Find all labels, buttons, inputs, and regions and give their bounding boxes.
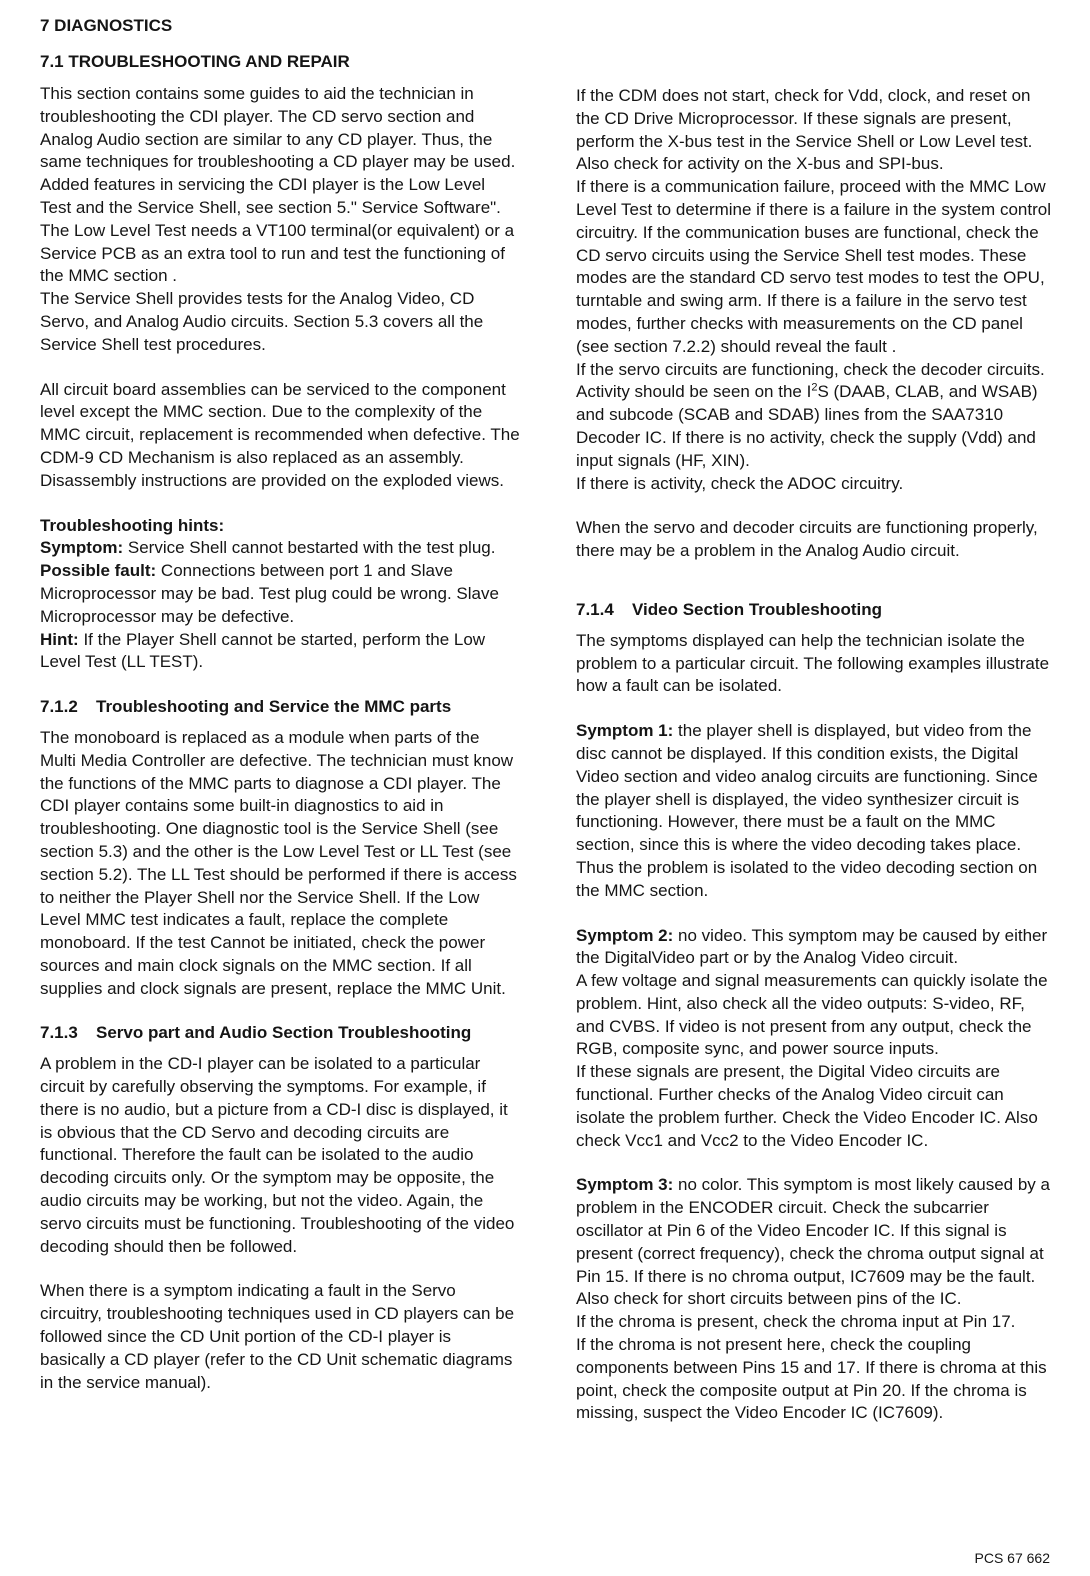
hint-symptom-label: Symptom:	[40, 538, 124, 558]
page-code: PCS 67 662	[974, 1550, 1050, 1566]
cdm-paragraph: If the CDM does not start, check for Vdd, clock, and reset on the CD Drive Microprocessor. If these signals are present, perform the X-bus test in the Service Shell or Low Level test. Also check for activity on the X-bus and SPI-bus.	[576, 86, 1033, 174]
symptom-2-paragraph	[576, 925, 1056, 971]
hint-symptom-text: Service Shell cannot bestarted with the test plug.	[127, 538, 496, 558]
subsection-title-713: Servo part and Audio Section Troubleshooting	[96, 1023, 472, 1043]
chapter-heading: 7 DIAGNOSTICS	[40, 16, 173, 35]
symptom-2-text: no video. This symptom may be caused by either the DigitalVideo part or by the Analog Video circuit.	[576, 925, 1048, 968]
symptom-3-paragraph	[576, 1174, 1056, 1311]
subsection-title-712: Troubleshooting and Service the MMC parts	[96, 697, 452, 717]
hint-hint-text: If the Player Shell cannot be started, perform the Low Level Test (LL TEST).	[40, 629, 486, 672]
symptom-2-measurements: A few voltage and signal measurements can quickly isolate the problem. Hint, also check all the video outputs: S-video, RF, and CVBS. If video is not present from any output, check the RGB, composite sync, and power source inputs.	[576, 971, 1048, 1059]
subsection-heading-712	[40, 696, 520, 719]
symptom-1-label: Symptom 1:	[576, 721, 674, 741]
communication-paragraph: If there is a communication failure, proceed with the MMC Low Level Test to determine if there is a failure in the system control circuitry. If the communication buses are functional, check the CD servo circuits using the Service Shell test modes. These modes are the standard CD servo test modes to test the OPU, turntable and swing arm. If there is a failure in the servo test modes, further checks with measurements on the CD panel (see section 7.2.2) should reveal the fault .	[576, 177, 1051, 356]
hint-fault-label: Possible fault:	[40, 561, 157, 581]
right-column	[576, 85, 1056, 1425]
mmc-paragraph: The monoboard is replaced as a module when parts of the Multi Media Controller are defective. The technician must know the functions of the MMC parts to diagnose a CDI player. The CDI player contains some built-in diagnostics to aid in troubleshooting. One diagnostic tool is the Service Shell (see section 5.3) and the other is the Low Level Test or LL Test (see section 5.2). The LL Test should be performed if there is access to neither the Player Shell nor the Service Shell. If the Low Level MMC test indicates a fault, replace the complete monoboard. If the test Cannot be initiated, check the power sources and main clock signals on the MMC section. If all supplies and clock signals are present, replace the MMC Unit.	[40, 727, 517, 998]
left-column	[40, 83, 520, 1394]
decoder-paragraph	[576, 359, 1056, 473]
hint-hint	[40, 629, 520, 675]
symptom-1-paragraph	[576, 720, 1056, 902]
subsection-title-714: Video Section Troubleshooting	[632, 599, 882, 619]
hint-hint-label: Hint:	[40, 629, 79, 649]
decoder-superscript: 2	[811, 381, 818, 394]
adoc-paragraph: If there is activity, check the ADOC circuitry.	[576, 473, 904, 493]
hint-symptom	[40, 537, 520, 560]
video-intro-paragraph: The symptoms displayed can help the technician isolate the problem to a particular circuit. The following examples illustrate how a fault can be isolated.	[576, 630, 1050, 696]
symptom-3-chroma-missing: If the chroma is not present here, check the coupling components between Pins 15 and 17. If there is chroma at this point, check the composite output at Pin 20. If the chroma is missing, suspect the Video Encoder IC (IC7609).	[576, 1335, 1047, 1423]
decoder-text-a: If the servo circuits are functioning, check the decoder circuits. Activity should be seen on the I	[576, 359, 1045, 402]
hints-title: Troubleshooting hints:	[40, 515, 225, 535]
symptom-3-text: no color. This symptom is most likely caused by a problem in the ENCODER circuit. Check the subcarrier oscillator at Pin 6 of the Video Encoder IC. If this signal is present (correct frequency), check the chroma output signal at Pin 15. If there is no chroma output, IC7609 may be the fault. Also check for short circuits between pins of the IC.	[576, 1175, 1050, 1309]
section-heading: 7.1 TROUBLESHOOTING AND REPAIR	[40, 52, 350, 71]
subsection-heading-714	[576, 599, 1056, 622]
servo-audio-paragraph: A problem in the CD-I player can be isolated to a particular circuit by carefully observing the symptoms. For example, if there is no audio, but a picture from a CD-I disc is displayed, it is obvious that the CD Servo and decoding circuits are functional. Therefore the fault can be isolated to the audio decoding circuits only. Or the symptom may be opposite, the audio circuits may be working, but not the video. Again, the servo circuits must be functioning. Troubleshooting of the video decoding should then be followed.	[40, 1054, 515, 1256]
assemblies-paragraph: All circuit board assemblies can be serviced to the component level except the MMC section. Due to the complexity of the MMC circuit, replacement is recommended when defective. The CDM-9 CD Mechanism is also replaced as an assembly. Disassembly instructions are provided on the exploded views.	[40, 379, 520, 490]
subsection-heading-713	[40, 1022, 520, 1045]
servo-symptom-paragraph: When there is a symptom indicating a fault in the Servo circuitry, troubleshooting techniques used in CD players can be followed since the CD Unit portion of the CD-I player is basically a CD player (refer to the CD Unit schematic diagrams in the service manual).	[40, 1281, 515, 1392]
subsection-number-713: 7.1.3	[40, 1023, 78, 1043]
symptom-3-chroma-present: If the chroma is present, check the chroma input at Pin 17.	[576, 1312, 1016, 1332]
symptom-2-further: If these signals are present, the Digital Video circuits are functional. Further checks of the Analog Video circuit can isolate the problem further. Check the Video Encoder IC. Also check Vcc1 and Vcc2 to the Video Encoder IC.	[576, 1062, 1038, 1150]
hint-fault	[40, 560, 520, 628]
symptom-3-label: Symptom 3:	[576, 1175, 674, 1195]
symptom-2-label: Symptom 2:	[576, 925, 674, 945]
subsection-number-714: 7.1.4	[576, 599, 614, 619]
service-shell-paragraph: The Service Shell provides tests for the Analog Video, CD Servo, and Analog Audio circuits. Section 5.3 covers all the Service Shell test procedures.	[40, 289, 484, 354]
decoder-text-b: S (DAAB, CLAB, and WSAB) and subcode (SCAB and SDAB) lines from the SAA7310 Decoder IC. If there is no activity, check the supply (Vdd) and input signals (HF, XIN).	[576, 382, 1038, 470]
hint-fault-text: Connections between port 1 and Slave Microprocessor may be bad. Test plug could be wrong. Slave Microprocessor may be defective.	[40, 561, 499, 626]
subsection-number-712: 7.1.2	[40, 697, 78, 717]
intro-paragraph: This section contains some guides to aid the technician in troubleshooting the CDI player. The CD servo section and Analog Audio section are similar to any CD player. Thus, the same techniques for troubleshooting a CD player may be used. Added features in servicing the CDI player is the Low Level Test and the Service Shell, see section 5." Service Software". The Low Level Test needs a VT100 terminal(or equivalent) or a Service PCB as an extra tool to run and test the functioning of the MMC section .	[40, 84, 516, 286]
analog-audio-paragraph: When the servo and decoder circuits are functioning properly, there may be a problem in the Analog Audio circuit.	[576, 518, 1038, 561]
symptom-1-text: the player shell is displayed, but video from the disc cannot be displayed. If this condition exists, the Digital Video section and video analog circuits are functioning. Since the player shell is displayed, the video synthesizer circuit is functioning. However, there must be a fault on the MMC section, since this is where the video decoding takes place. Thus the problem is isolated to the video decoding section on the MMC section.	[576, 721, 1038, 900]
